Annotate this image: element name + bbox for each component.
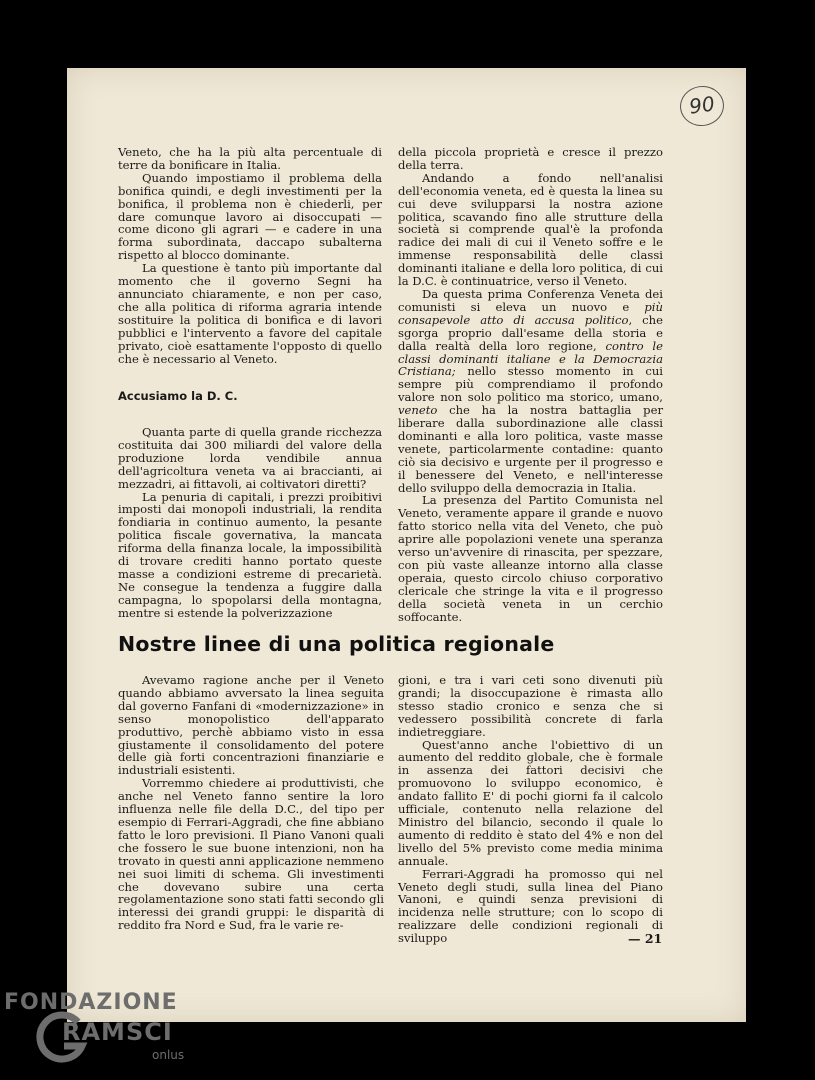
paragraph: della piccola proprietà e cresce il prezzo della terra. — [398, 145, 663, 172]
paragraph: La penuria di capitali, i prezzi proibitivi imposti dai monopoli industriali, la rendita fondiaria in continuo aumento, la pesante politica fiscale governativa, la mancata riforma della finanza locale, la impossibilità di trovare crediti hanno portato queste masse a condizioni estreme di precarietà. Ne consegue la tendenza a fuggire dalla campagna, lo spopolarsi della montagna, mentre si estende la polverizzazione — [118, 489, 382, 620]
paragraph-with-emphasis: Da questa prima Conferenza Veneta dei comunisti si eleva un nuovo e più consapevole atto di accusa politico, che sgorga proprio dall'esame della storia e dalla realtà della loro regione, contro le classi dominanti italiane e la Democrazia Cristiana; nello stesso momento in cui sempre più comprendiamo il profondo valore non solo politico ma storico, umano, veneto che ha la nostra battaglia per liberare dalla subordinazione alle classi dominanti e alla loro politica, vaste masse venete, particolarmente contadine: quanto ciò sia decisivo e urgente per il progresso e il benessere del Veneto, e nell'interesse dello sviluppo della democrazia in Italia. — [398, 286, 663, 495]
paragraph: Quando impostiamo il problema della bonifica quindi, e degli investimenti per la bonifica, il problema non è chiederli, per dare comunque lavoro ai disoccupati — come dicono gli agrari — e cadere in una forma subordinata, daccapo subalterna rispetto al blocco dominante. — [118, 170, 382, 263]
paragraph: Veneto, che ha la più alta percentuale di terre da bonificare in Italia. — [118, 145, 382, 172]
paragraph: Quanta parte di quella grande ricchezza costituita dai 300 miliardi del valore della produzione lorda vendibile annua dell'agricoltura veneta va ai braccianti, ai mezzadri, ai fittavoli, ai coltivatori diretti? — [118, 425, 382, 491]
paragraph: La questione è tanto più importante dal momento che il governo Segni ha annunciato chiaramente, e non per caso, che alla politica di riforma agraria intende sostituire la politica di bonifica e di lavori pubblici e l'intervento a favore del capitale privato, cioè esattamente l'opposto di quello che è necessario al Veneto. — [118, 261, 382, 366]
watermark-line1: FONDAZIONE — [4, 990, 178, 1015]
column-top-right — [398, 146, 663, 624]
section-title: Nostre linee di una politica regionale — [118, 632, 555, 656]
column-bottom-left — [118, 674, 384, 932]
paragraph: Vorremmo chiedere ai produttivisti, che anche nel Veneto fanno sentire la loro influenza nelle file della D.C., del tipo per esempio di Ferrari-Aggradi, che fine abbiano fatto le loro previsioni. Il Piano Vanoni quali che fossero le sue buone intenzioni, non ha trovato in questi anni applicazione nemmeno nei suoi limiti di schema. Gli investimenti che dovevano subire una certa regolamentazione sono stati fatti secondo gli interessi dei grandi gruppi: le disparità di reddito fra Nord e Sud, fra le varie re- — [118, 776, 384, 933]
watermark-line3: onlus — [152, 1048, 185, 1062]
handwritten-page-annotation: 90 — [677, 83, 726, 129]
subheading-accusiamo: Accusiamo la D. C. — [118, 389, 238, 403]
paragraph: Andando a fondo nell'analisi dell'economia veneta, ed è questa la linea su cui deve svilupparsi la nostra azione politica, scavando fino alle strutture della società si comprende qual'è la profonda radice dei mali di cui il Veneto soffre e le immense responsabilità delle classi dominanti italiane e della loro politica, di cui la D.C. è continuatrice, verso il Veneto. — [398, 170, 663, 289]
paragraph: Quest'anno anche l'obiettivo di un aumento del reddito globale, che è formale in assenza dei fattori decisivi che promuovono lo sviluppo economico, è andato fallito E' di pochi giorni fa il calcolo ufficiale, contenuto nella relazione del Ministro del bilancio, secondo il quale lo aumento di reddito è stato del 4% e non del livello del 5% previsto come media minima annuale. — [398, 737, 663, 868]
emphasis: veneto — [398, 403, 438, 418]
emphasis: contro le classi dominanti italiane e la Democrazia Cristiana; — [398, 338, 663, 379]
watermark-line2: RAMSCI — [62, 1018, 173, 1046]
column-top-left — [118, 146, 382, 365]
watermark-logo — [4, 990, 204, 1070]
emphasis: più consapevole atto di accusa politico — [398, 299, 663, 327]
column-bottom-right — [398, 674, 663, 945]
paragraph: gioni, e tra i vari ceti sono divenuti più grandi; la disoccupazione è rimasta allo stesso stadio cronico e senza che si vedessero possibilità concrete di farla indietreggiare. — [398, 673, 663, 739]
paragraph: La presenza del Partito Comunista nel Veneto, veramente appare il grande e nuovo fatto storico nella vita del Veneto, che può aprire alle popolazioni venete una speranza verso un'avvenire di rinascita, per spezzare, con più vaste alleanze intorno alla classe operaia, questo circolo chiuso corporativo clericale che stringe la vita e il progresso della società veneta in un cerchio soffocante. — [398, 493, 663, 624]
paragraph: Avevamo ragione anche per il Veneto quando abbiamo avversato la linea seguita dal governo Fanfani di «modernizzazione» in senso monopolistico dell'apparato produttivo, perchè abbiamo visto in essa giustamente il consolidamento del potere delle già forti concentrazioni finanziarie e industriali esistenti. — [118, 673, 384, 778]
column-left-after-subheading — [118, 426, 382, 620]
paragraph: Ferrari-Aggradi ha promosso qui nel Veneto degli studi, sulla linea del Piano Vanoni, e quindi senza previsioni di incidenza nelle strutture; con lo scopo di realizzare delle condizioni regionali di sviluppo — [398, 866, 663, 946]
page-number: — 21 — [628, 931, 663, 946]
